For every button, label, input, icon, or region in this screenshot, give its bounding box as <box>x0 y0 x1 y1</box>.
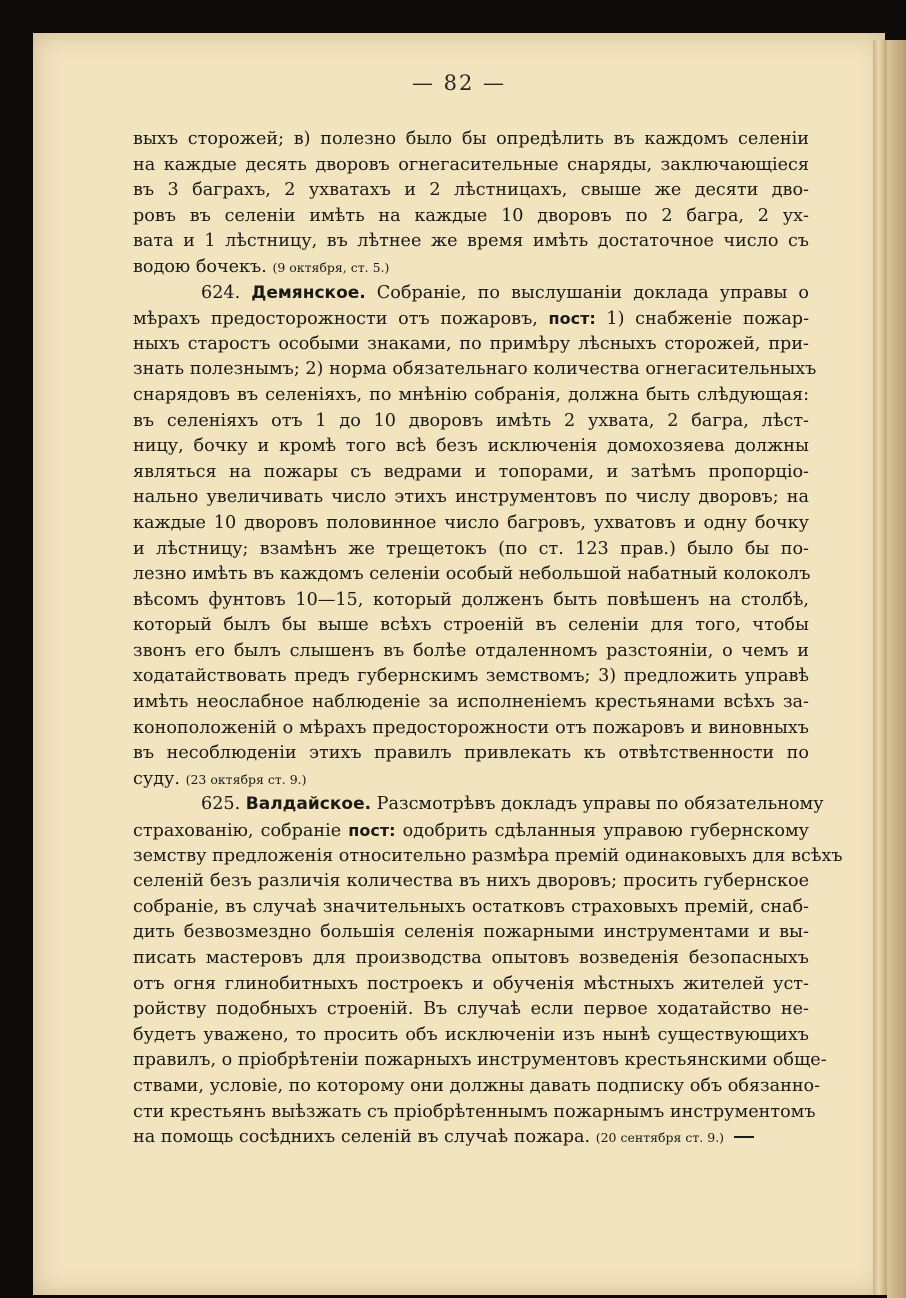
article-number: 625. <box>201 794 241 815</box>
line-text-continued: одобрить сдѣланныя управою губернскому <box>402 821 810 842</box>
line-text: который былъ бы выше всѣхъ строеній въ селеніи для того, чтобы <box>133 615 809 636</box>
text-line <box>133 844 843 870</box>
line-text: знать полезнымъ; 2) норма обязательнаго количества огнегасительныхъ <box>133 359 817 380</box>
resolution-mark: пост: <box>548 309 596 329</box>
line-text: ройству подобныхъ строеній. Въ случаѣ если первое ходатайство не- <box>133 999 809 1020</box>
line-text: страхованію, собраніе <box>133 821 342 842</box>
line-text: ницу, бочку и кромѣ того всѣ безъ исключенія домохозяева должны <box>133 436 809 457</box>
date-reference: (9 октября, ст. 5.) <box>272 259 390 275</box>
text-line <box>133 178 809 204</box>
closing-dash <box>734 1136 754 1138</box>
line-text: на каждые десять дворовъ огнегасительные снаряды, заключающіеся <box>133 154 809 175</box>
text-line <box>133 511 809 537</box>
text-line <box>133 485 809 511</box>
text-line <box>133 613 809 639</box>
line-text: ствами, условіе, по которому они должны давать подписку объ обязанно- <box>133 1075 821 1096</box>
line-text: и лѣстницу; взамѣнъ же трещетокъ (по ст. 123 прав.) было бы по- <box>133 538 809 559</box>
line-text: ровъ въ селеніи имѣть на каждые 10 дворовъ по 2 багра, 2 ух- <box>133 205 809 226</box>
text-line <box>133 1048 827 1074</box>
document-page <box>33 33 885 1295</box>
text-line <box>133 306 809 332</box>
text-line <box>133 792 824 818</box>
line-text: мѣрахъ предосторожности отъ пожаровъ, <box>133 309 538 330</box>
line-text: вата и 1 лѣстницу, въ лѣтнее же время имѣть достаточное число съ <box>133 231 809 252</box>
text-line <box>133 895 809 921</box>
line-text: Собраніе, по выслушаніи доклада управы о <box>376 282 810 303</box>
resolution-mark: пост: <box>348 821 396 841</box>
next-page-edge <box>873 40 887 1295</box>
text-line <box>133 690 809 716</box>
line-text: сти крестьянъ выѣзжать съ пріобрѣтеннымъ пожарнымъ инструментомъ <box>133 1101 816 1122</box>
page-number: — 82 — <box>411 71 507 95</box>
line-text: отъ огня глинобитныхъ построекъ и обученія мѣстныхъ жителей уст- <box>133 973 809 994</box>
line-text: ныхъ старостъ особыми знаками, по примѣру лѣсныхъ сторожей, при- <box>133 333 809 354</box>
text-line <box>133 1125 809 1151</box>
line-text: водою бочекъ. <box>133 256 267 277</box>
line-text: лезно имѣть въ каждомъ селеніи особый небольшой набатный колоколъ <box>133 564 811 585</box>
line-text: дить безвозмездно большія селенія пожарными инструментами и вы- <box>133 922 809 943</box>
text-line <box>133 639 809 665</box>
text-line <box>133 588 809 614</box>
text-line <box>133 460 809 486</box>
text-line <box>133 204 809 230</box>
text-line <box>133 1023 809 1049</box>
line-text: имѣть неослабное наблюденіе за исполненіемъ крестьянами всѣхъ за- <box>133 692 809 713</box>
text-line <box>133 972 809 998</box>
text-line <box>133 434 809 460</box>
line-text: суду. <box>133 768 180 789</box>
article-number: 624. <box>201 282 241 303</box>
line-text: селеній безъ различія количества въ нихъ дворовъ; просить губернское <box>133 871 809 892</box>
line-text: въ несоблюденіи этихъ правилъ привлекать къ отвѣтственности по <box>133 743 809 764</box>
text-line <box>133 920 809 946</box>
text-line <box>133 1074 821 1100</box>
text-line <box>133 664 809 690</box>
line-text: собраніе, въ случаѣ значительныхъ остатковъ страховыхъ премій, снаб- <box>133 896 809 917</box>
text-line <box>133 946 809 972</box>
line-text: въ селеніяхъ отъ 1 до 10 дворовъ имѣть 2 ухвата, 2 багра, лѣст- <box>133 410 809 431</box>
text-line <box>133 537 809 563</box>
text-line <box>133 741 809 767</box>
text-line <box>133 332 809 358</box>
line-text: каждые 10 дворовъ половинное число багровъ, ухватовъ и одну бочку <box>133 512 809 533</box>
date-reference: (20 сентября ст. 9.) <box>595 1130 725 1146</box>
text-line <box>133 229 809 255</box>
line-text: выхъ сторожей; в) полезно было бы опредѣлить въ каждомъ селеніи <box>133 129 809 149</box>
line-text: земству предложенія относительно размѣра премій одинаковыхъ для всѣхъ <box>133 845 843 866</box>
line-text: писать мастеровъ для производства опытовъ возведенія безопасныхъ <box>133 948 809 968</box>
line-text: въ 3 баграхъ, 2 ухватахъ и 2 лѣстницахъ, свыше же десяти дво- <box>133 180 809 201</box>
text-line <box>133 409 809 435</box>
line-text: являться на пожары съ ведрами и топорами, и затѣмъ пропорціо- <box>133 461 809 482</box>
line-text: вѣсомъ фунтовъ 10—15, который долженъ быть повѣшенъ на столбѣ, <box>133 589 809 610</box>
text-line <box>133 383 809 409</box>
line-text: будетъ уважено, то просить объ исключеніи изъ нынѣ существующихъ <box>133 1024 809 1045</box>
district-heading: Демянское. <box>251 282 366 303</box>
district-heading: Валдайское. <box>245 794 372 815</box>
line-text: ходатайствовать предъ губернскимъ земствомъ; 3) предложить управѣ <box>133 666 809 687</box>
line-text: снарядовъ въ селеніяхъ, по мнѣнію собранія, должна быть слѣдующая: <box>133 384 809 405</box>
text-line <box>133 869 809 895</box>
book-edge <box>887 40 906 1298</box>
line-text: на помощь сосѣднихъ селеній въ случаѣ пожара. <box>133 1127 591 1148</box>
text-line <box>133 153 809 179</box>
line-text: нально увеличивать число этихъ инструментовъ по числу дворовъ; на <box>133 487 809 508</box>
text-line <box>133 1100 816 1126</box>
text-line <box>133 281 809 307</box>
text-line <box>133 562 809 588</box>
body-text <box>133 127 843 1151</box>
line-text: конoположеній о мѣрахъ предосторожности отъ пожаровъ и виновныхъ <box>133 717 809 738</box>
text-line <box>133 255 809 281</box>
text-line <box>133 767 809 793</box>
line-text: правилъ, о пріобрѣтеніи пожарныхъ инструментовъ крестьянскими обще- <box>133 1050 827 1071</box>
text-line <box>133 997 809 1023</box>
text-line <box>133 357 817 383</box>
line-text: звонъ его былъ слышенъ въ болѣе отдаленномъ разстояніи, о чемъ и <box>133 640 809 661</box>
line-text-continued: 1) снабженіе пожар- <box>606 309 810 330</box>
date-reference: (23 октября ст. 9.) <box>185 771 307 787</box>
line-text: Разсмотрѣвъ докладъ управы по обязательному <box>376 794 824 815</box>
text-line <box>133 818 809 844</box>
text-line <box>133 716 809 742</box>
text-line <box>133 127 809 153</box>
